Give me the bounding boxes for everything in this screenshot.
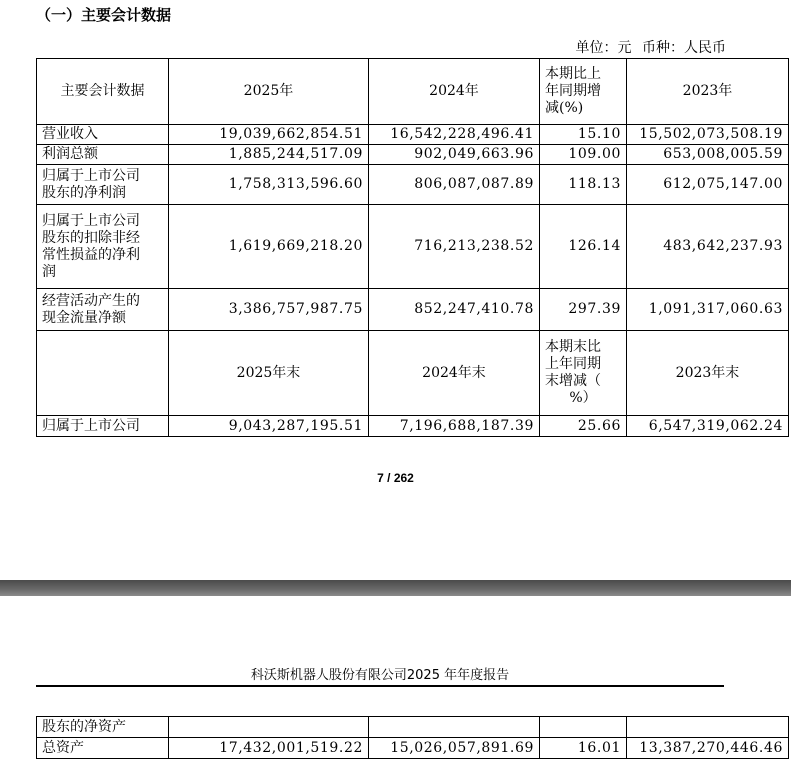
row-label-line: 归属于上市公司 <box>42 212 140 229</box>
value-2024-end: 15,026,057,891.69 <box>369 738 540 759</box>
table-row <box>37 145 789 165</box>
report-header: 科沃斯机器人股份有限公司2025 年年度报告 <box>36 664 724 687</box>
unit-label: 单位：元 <box>575 40 632 56</box>
page-number: 7 / 262 <box>377 471 414 485</box>
table-header-row-2 <box>37 331 789 416</box>
header-2023: 2023年 <box>627 59 789 125</box>
value-2024-end: 7,196,688,187.39 <box>369 416 540 437</box>
value-2025: 1,619,669,218.20 <box>169 205 369 289</box>
row-label-line: 经营活动产生的 <box>42 292 140 309</box>
row-label-line: 股东的净利润 <box>42 184 126 201</box>
row-label-line: 常性损益的净利 <box>42 246 140 263</box>
header2-item <box>37 331 169 416</box>
header-change-line: 本期比上 <box>545 66 601 82</box>
header-item: 主要会计数据 <box>37 59 169 125</box>
value-change-pct: 16.01 <box>540 738 627 759</box>
table-row <box>37 738 789 759</box>
value-2024: 16,542,228,496.41 <box>369 125 540 145</box>
table-row <box>37 165 789 205</box>
value-2023-end: 6,547,319,062.24 <box>627 416 789 437</box>
header2-change-pct <box>540 331 627 416</box>
empty-cell <box>169 717 369 738</box>
row-label <box>37 289 169 331</box>
accounting-data-table <box>36 58 789 437</box>
table-row <box>37 416 789 437</box>
table-header-row <box>37 59 789 125</box>
header2-change-line: 本期末比 <box>545 339 601 355</box>
value-2024: 716,213,238.52 <box>369 205 540 289</box>
value-2024: 902,049,663.96 <box>369 145 540 165</box>
row-label-line: 股东的扣除非经 <box>42 229 140 246</box>
value-2025-end: 9,043,287,195.51 <box>169 416 369 437</box>
empty-cell <box>627 717 789 738</box>
value-change-pct: 126.14 <box>540 205 627 289</box>
value-2025: 19,039,662,854.51 <box>169 125 369 145</box>
value-change-pct: 297.39 <box>540 289 627 331</box>
value-2024: 852,247,410.78 <box>369 289 540 331</box>
page-separator <box>0 580 791 596</box>
value-2023: 483,642,237.93 <box>627 205 789 289</box>
row-label <box>37 125 169 145</box>
value-change-pct: 25.66 <box>540 416 627 437</box>
accounting-data-table-continued <box>36 716 789 759</box>
value-2023: 15,502,073,508.19 <box>627 125 789 145</box>
header-change-line: 减(%) <box>545 100 584 116</box>
row-label: 归属于上市公司 <box>37 416 169 437</box>
row-label-line: 利润总额 <box>42 146 98 162</box>
header2-change-line: %） <box>569 390 597 406</box>
value-2024: 806,087,087.89 <box>369 165 540 205</box>
header-2024: 2024年 <box>369 59 540 125</box>
row-label: 总资产 <box>37 738 169 759</box>
row-label <box>37 145 169 165</box>
row-label-line: 现金流量净额 <box>42 309 126 326</box>
value-2023: 612,075,147.00 <box>627 165 789 205</box>
header-2025: 2025年 <box>169 59 369 125</box>
table-row <box>37 289 789 331</box>
empty-cell <box>369 717 540 738</box>
header2-change-line: 上年同期 <box>545 356 601 372</box>
row-label-line: 润 <box>42 263 56 280</box>
table-row <box>37 717 789 738</box>
table-row <box>37 125 789 145</box>
row-label <box>37 205 169 289</box>
header2-2023-end: 2023年末 <box>627 331 789 416</box>
row-label-line: 归属于上市公司 <box>42 167 140 184</box>
header-change-line: 年同期增 <box>545 83 601 99</box>
row-label-line: 营业收入 <box>42 126 98 142</box>
unit-line <box>430 37 726 57</box>
header2-2025-end: 2025年末 <box>169 331 369 416</box>
value-2023: 653,008,005.59 <box>627 145 789 165</box>
value-2025: 1,885,244,517.09 <box>169 145 369 165</box>
value-2025: 3,386,757,987.75 <box>169 289 369 331</box>
value-change-pct: 109.00 <box>540 145 627 165</box>
currency-label: 币种：人民币 <box>642 40 726 56</box>
header2-2024-end: 2024年末 <box>369 331 540 416</box>
table-row <box>37 205 789 289</box>
header2-change-line: 末增减（ <box>545 373 601 389</box>
value-2025: 1,758,313,596.60 <box>169 165 369 205</box>
value-change-pct: 118.13 <box>540 165 627 205</box>
empty-cell <box>540 717 627 738</box>
row-label: 股东的净资产 <box>37 717 169 738</box>
header-change-pct <box>540 59 627 125</box>
value-2023-end: 13,387,270,446.46 <box>627 738 789 759</box>
value-2023: 1,091,317,060.63 <box>627 289 789 331</box>
section-title: （一）主要会计数据 <box>36 6 172 24</box>
value-change-pct: 15.10 <box>540 125 627 145</box>
row-label <box>37 165 169 205</box>
value-2025-end: 17,432,001,519.22 <box>169 738 369 759</box>
